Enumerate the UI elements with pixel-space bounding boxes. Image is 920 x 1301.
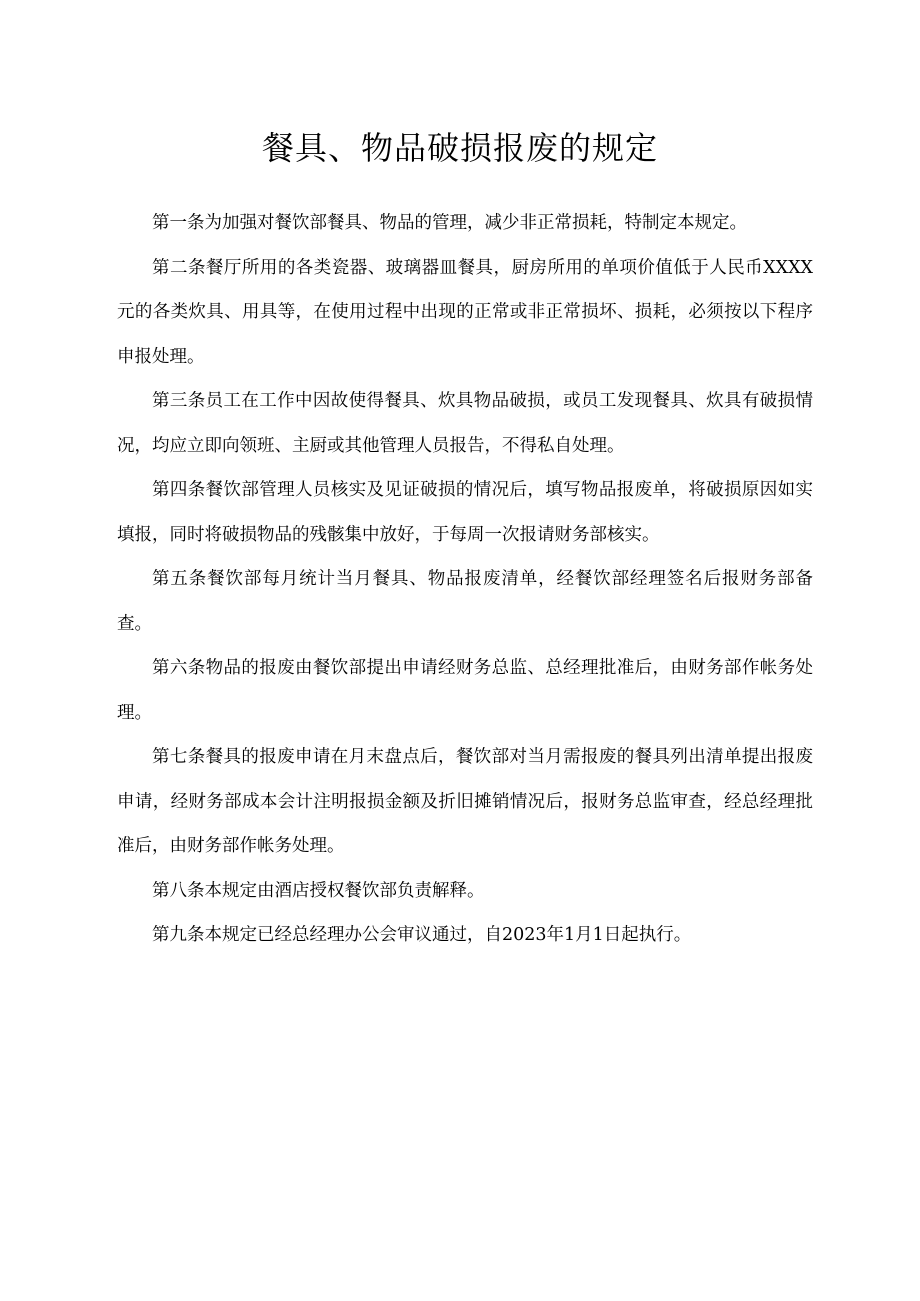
article-4: 第四条餐饮部管理人员核实及见证破损的情况后，填写物品报废单，将破损原因如实填报，同时将破损物品的残骸集中放好，于每周一次报请财务部核实。	[117, 480, 813, 545]
article-1: 第一条为加强对餐饮部餐具、物品的管理，减少非正常损耗，特制定本规定。	[152, 213, 747, 233]
article-8: 第八条本规定由酒店授权餐饮部负责解释。	[152, 880, 485, 901]
document-body	[117, 201, 813, 958]
article-3: 第三条员工在工作中因故使得餐具、炊具物品破损，或员工发现餐具、炊具有破损情况，均应立即向领班、主厨或其他管理人员报告，不得私自处理。	[117, 391, 813, 456]
article-2: 第二条餐厅所用的各类瓷器、玻璃器皿餐具，厨房所用的单项价值低于人民币XXXX元的各类炊具、用具等，在使用过程中出现的正常或非正常损坏、损耗，必须按以下程序申报处理。	[117, 257, 813, 367]
article-6: 第六条物品的报废由餐饮部提出申请经财务总监、总经理批准后，由财务部作帐务处理。	[117, 658, 813, 723]
document-title: 餐具、物品破损报废的规定	[261, 129, 658, 167]
article-5: 第五条餐饮部每月统计当月餐具、物品报废清单，经餐饮部经理签名后报财务部备查。	[117, 569, 813, 634]
article-9: 第九条本规定已经总经理办公会审议通过，自2023年1月1日起执行。	[152, 925, 692, 945]
article-7: 第七条餐具的报废申请在月末盘点后，餐饮部对当月需报废的餐具列出清单提出报废申请，经财务部成本会计注明报损金额及折旧摊销情况后，报财务总监审查，经总经理批准后，由财务部作帐务处理。	[117, 747, 813, 856]
